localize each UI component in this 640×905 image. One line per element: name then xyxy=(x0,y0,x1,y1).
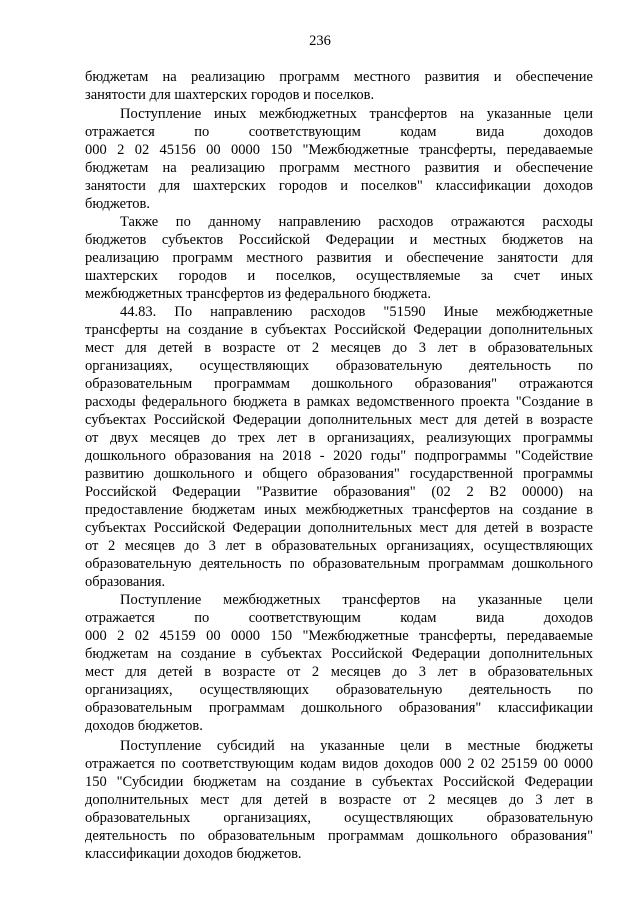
text-line: субъектах Российской Федерации дополнительных мест для детей в возрасте xyxy=(85,520,593,536)
text-line: бюджетам на реализацию программ местного развития и обеспечение xyxy=(85,160,593,176)
text-line: трансферты на создание в субъектах Российской Федерации дополнительных xyxy=(85,322,593,338)
text-line: межбюджетных трансфертов из федерального бюджета. xyxy=(85,286,431,302)
text-line: Поступление иных межбюджетных трансфертов на указанные цели xyxy=(120,106,593,122)
text-line: образовательную деятельность по образовательным программам дошкольного xyxy=(85,556,593,572)
text-line: шахтерских городов и поселков, осуществляемые за счет иных xyxy=(85,268,593,284)
text-line: Российской Федерации "Развитие образования" (02 2 В2 00000) на xyxy=(85,484,593,500)
text-line: отражается по соответствующим кодам видов доходов 000 2 02 25159 00 0000 xyxy=(85,756,593,772)
text-line: Также по данному направлению расходов отражаются расходы xyxy=(120,214,593,230)
text-line: отражается по соответствующим кодам вида доходов xyxy=(85,610,593,626)
text-line: деятельность по образовательным программам дошкольного образования" xyxy=(85,828,593,844)
text-line: расходы федерального бюджета в рамках ведомственного проекта "Создание в xyxy=(85,394,593,410)
text-line: образования. xyxy=(85,574,166,590)
text-line: 000 2 02 45159 00 0000 150 "Межбюджетные трансферты, передаваемые xyxy=(85,628,593,644)
text-line: образовательных организациях, осуществляющих образовательную xyxy=(85,810,593,826)
text-line: развитию дошкольного и общего образования" государственной программы xyxy=(85,466,593,482)
text-line: бюджетов. xyxy=(85,196,150,212)
text-line: от двух месяцев до трех лет в организациях, реализующих программы xyxy=(85,430,593,446)
text-line: бюджетам на создание в субъектах Российской Федерации дополнительных xyxy=(85,646,593,662)
text-line: Поступление субсидий на указанные цели в местные бюджеты xyxy=(120,738,593,754)
text-line: занятости для шахтерских городов и поселков. xyxy=(85,87,375,103)
text-line: Поступление межбюджетных трансфертов на указанные цели xyxy=(120,592,593,608)
text-line: доходов бюджетов. xyxy=(85,718,203,734)
text-line: бюджетам на реализацию программ местного развития и обеспечение xyxy=(85,69,593,85)
text-line: классификации доходов бюджетов. xyxy=(85,846,302,862)
text-line: образовательным программам дошкольного образования" классификации xyxy=(85,700,593,716)
text-line: мест для детей в возрасте от 2 месяцев до 3 лет в образовательных xyxy=(85,664,593,680)
text-line: 150 "Субсидии бюджетам на создание в субъектах Российской Федерации xyxy=(85,774,593,790)
text-line: мест для детей в возрасте от 2 месяцев до 3 лет в образовательных xyxy=(85,340,593,356)
text-line: организациях, осуществляющих образовательную деятельность по xyxy=(85,682,593,698)
text-line: 000 2 02 45156 00 0000 150 "Межбюджетные трансферты, передаваемые xyxy=(85,142,593,158)
text-line: субъектах Российской Федерации дополнительных мест для детей в возрасте xyxy=(85,412,593,428)
text-line: отражается по соответствующим кодам вида доходов xyxy=(85,124,593,140)
text-line: предоставление бюджетам иных межбюджетных трансфертов на создание в xyxy=(85,502,593,518)
text-line: реализацию программ местного развития и обеспечение занятости для xyxy=(85,250,593,266)
text-line: образовательным программам дошкольного образования" отражаются xyxy=(85,376,593,392)
text-line: от 2 месяцев до 3 лет в образовательных организациях, осуществляющих xyxy=(85,538,593,554)
text-line: дошкольного образования на 2018 - 2020 годы" подпрограммы "Содействие xyxy=(85,448,593,464)
text-line: дополнительных мест для детей в возрасте от 2 месяцев до 3 лет в xyxy=(85,792,593,808)
text-line: бюджетов субъектов Российской Федерации и местных бюджетов на xyxy=(85,232,593,248)
text-line: 44.83. По направлению расходов "51590 Иные межбюджетные xyxy=(120,304,593,320)
text-line: занятости для шахтерских городов и поселков" классификации доходов xyxy=(85,178,593,194)
page-number: 236 xyxy=(309,33,331,49)
text-line: организациях, осуществляющих образовательную деятельность по xyxy=(85,358,593,374)
